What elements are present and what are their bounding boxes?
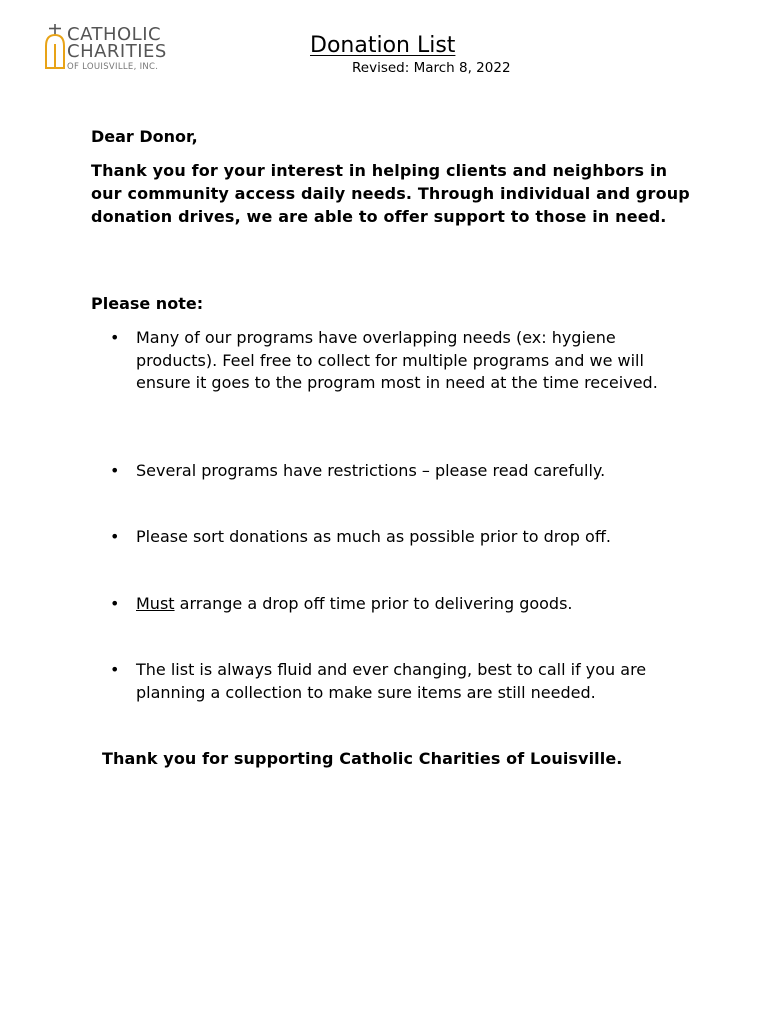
list-item [110, 593, 680, 616]
list-item [110, 460, 680, 483]
salutation: Dear Donor, [91, 127, 198, 146]
emphasis-must: Must [136, 594, 175, 613]
list-item-text: Please sort donations as much as possible prior to drop off. [136, 527, 611, 546]
note-heading: Please note: [91, 294, 204, 313]
list-item [110, 327, 680, 395]
list-item-text [136, 593, 680, 616]
logo-line2: CHARITIES [67, 41, 167, 62]
closing-statement: Thank you for supporting Catholic Charities of Louisville. [102, 749, 623, 768]
list-item [110, 659, 680, 704]
revised-date: Revised: March 8, 2022 [352, 60, 511, 76]
list-item-text: Many of our programs have overlapping needs (ex: hygiene products). Feel free to collect for multiple programs and we will ensure it goes to the program most in need at the time received. [136, 328, 658, 392]
document-title: Donation List [310, 33, 456, 58]
list-item [110, 526, 680, 549]
bullet-icon: • [110, 660, 120, 679]
logo-line3: OF LOUISVILLE, INC. [67, 62, 159, 72]
intro-paragraph: Thank you for your interest in helping clients and neighbors in our community access daily needs. Through individual and group donation drives, we are able to offer support to those in need. [91, 161, 690, 226]
bullet-icon: • [110, 527, 120, 546]
bullet-icon: • [110, 594, 120, 613]
list-item-text: The list is always fluid and ever changing, best to call if you are planning a collection to make sure items are still needed. [136, 660, 647, 702]
list-item-text-rest: arrange a drop off time prior to delivering goods. [174, 594, 573, 613]
bullet-icon: • [110, 328, 120, 347]
list-item-text: Several programs have restrictions – please read carefully. [136, 461, 606, 480]
bullet-icon: • [110, 461, 120, 480]
logo-line1: CATHOLIC [67, 24, 162, 45]
organization-logo [42, 22, 192, 74]
